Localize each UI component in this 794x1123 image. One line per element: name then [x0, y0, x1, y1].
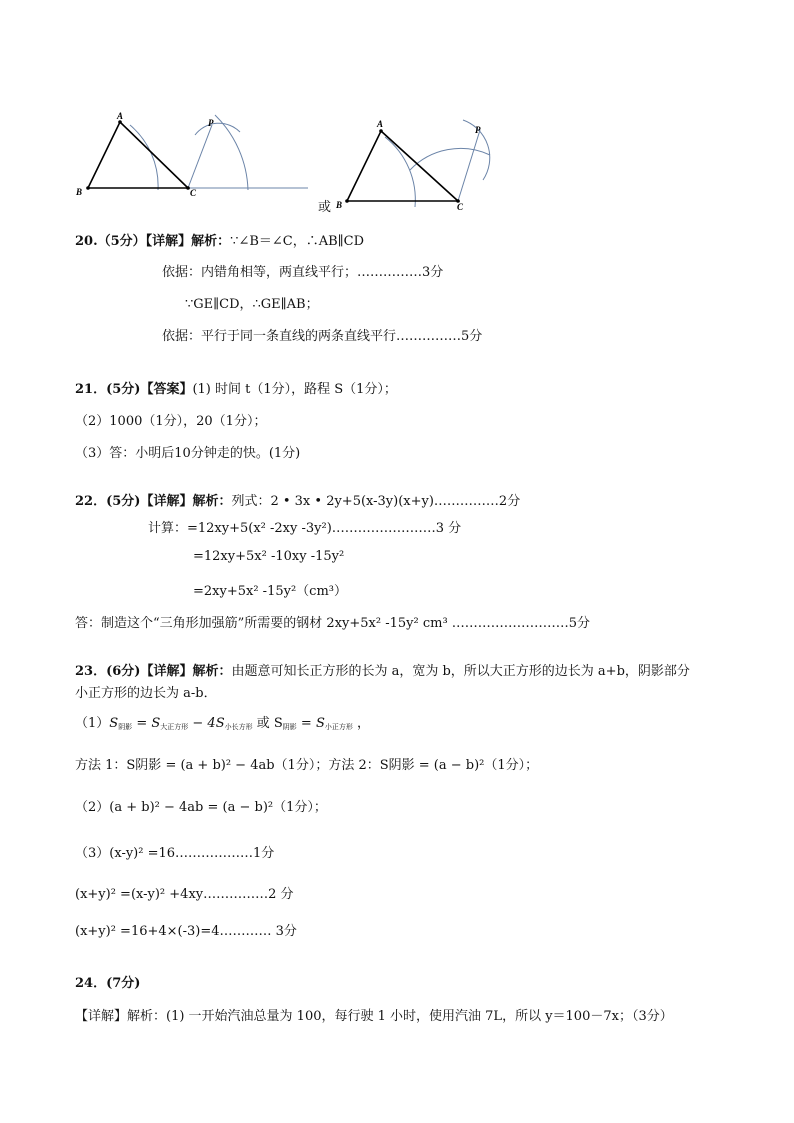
- q24-line1: 【详解】解析：(1) 一开始汽油总量为 100，每行驶 1 小时，使用汽油 7L，所以 y＝100－7x；（3分）: [75, 1009, 673, 1024]
- q23-line8: (x+y)² =16+4×(-3)=4………… 3分: [75, 924, 297, 939]
- q23-head: 23．(6分)【详解】解析：: [75, 664, 232, 679]
- q23-text1: 由题意可知长正方形的长为 a，宽为 b，所以大正方形的边长为 a+b，阴影部分: [231, 664, 690, 679]
- eq-s: = S: [132, 716, 161, 731]
- label-b: B: [76, 187, 83, 197]
- or-s: 或 S: [252, 716, 283, 731]
- label-p2: P: [475, 125, 481, 135]
- sub-big-square: 大正方形: [160, 723, 189, 731]
- eq-s-2: = S: [296, 716, 325, 731]
- or-label: 或: [318, 200, 332, 215]
- q21-line3: （3）答：小明后10分钟走的快。(1分): [75, 446, 301, 461]
- q20-line3: ∵GE∥CD，∴GE∥AB；: [185, 297, 319, 312]
- sub-small-square: 小正方形: [324, 723, 353, 731]
- label-b2: B: [336, 200, 343, 210]
- triangle-abc: [88, 122, 188, 188]
- arc-c2: [410, 148, 490, 170]
- q23-line3: [75, 712, 370, 732]
- comma: ，: [352, 716, 370, 731]
- arc-p: [195, 123, 240, 135]
- ray-cp: [188, 125, 212, 188]
- q20-head: 20.（5分）【详解】解析：: [75, 234, 231, 249]
- q22-line2: 计算：=12xy+5(x² -2xy -3y²)……………………3 分: [148, 521, 462, 536]
- sub-shadow-2: 阴影: [282, 723, 297, 731]
- figure-left-triangle-construction: [70, 110, 320, 200]
- label-c2: C: [457, 202, 464, 212]
- q23-line5: （2）(a + b)² − 4ab = (a − b)²（1分）；: [75, 800, 327, 815]
- q23-line6: （3）(x-y)² =16………………1分: [75, 846, 275, 861]
- minus-4s: − 4S: [188, 716, 225, 731]
- q21-line2: （2）1000（1分），20（1分）；: [75, 414, 267, 429]
- label-a: A: [117, 111, 124, 121]
- sub-shadow: 阴影: [118, 723, 133, 731]
- q20-line2: 依据：内错角相等，两直线平行；……………3分: [162, 265, 444, 280]
- q20-line1: [75, 230, 364, 249]
- q23-line7: (x+y)² =(x-y)² +4xy……………2 分: [75, 887, 294, 902]
- q20-text1: ∵∠B＝∠C，∴AB∥CD: [230, 234, 365, 249]
- q23-line1: [75, 660, 690, 679]
- label-c: C: [190, 188, 197, 198]
- q24-head: 24．(7分): [75, 976, 141, 991]
- q22-line1: [75, 490, 520, 509]
- q22-line3: =12xy+5x² -10xy -15y²: [193, 549, 345, 564]
- ray-cp2: [458, 130, 480, 201]
- q20-line4: 依据：平行于同一条直线的两条直线平行……………5分: [162, 329, 483, 344]
- figure-right-triangle-construction: [335, 115, 495, 215]
- q23-line2: 小正方形的边长为 a-b．: [75, 686, 217, 701]
- q22-line5: 答：制造这个“三角形加强筋”所需要的钢材 2xy+5x² -15y² cm³ ………………………5分: [75, 616, 591, 631]
- s-symbol: S: [109, 716, 119, 731]
- q23-line4: 方法 1：S阴影 = (a + b)² − 4ab（1分）；方法 2：S阴影 = (a − b)²（1分）；: [75, 758, 539, 773]
- q21-head: 21．(5分)【答案】: [75, 382, 193, 397]
- label-a2: A: [377, 119, 384, 129]
- q21-text1: (1) 时间 t（1分），路程 S（1分）；: [192, 382, 397, 397]
- triangle-abc-2: [347, 131, 458, 201]
- q22-line4: =2xy+5x² -15y²（cm³）: [193, 584, 347, 599]
- sub-small-rect: 小长方形: [224, 723, 253, 731]
- q23-l3-num: （1）: [75, 716, 110, 731]
- label-p: P: [208, 118, 214, 128]
- q22-head: 22．(5分)【详解】解析：: [75, 494, 232, 509]
- q22-text1: 列式：2 • 3x • 2y+5(x-3y)(x+y)……………2分: [231, 494, 521, 509]
- q21-line1: [75, 378, 397, 397]
